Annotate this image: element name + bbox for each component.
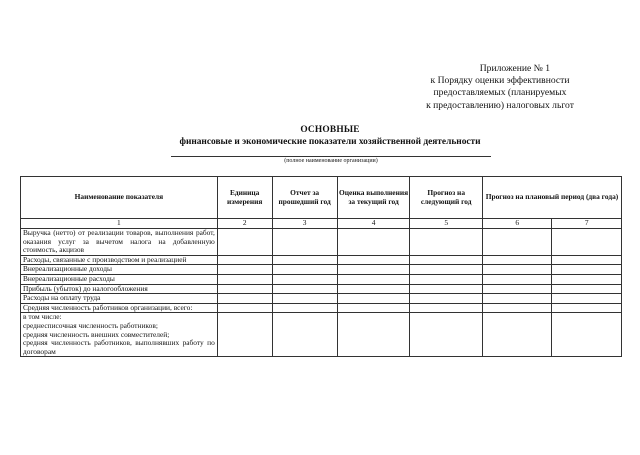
- table-cell[interactable]: [272, 313, 337, 357]
- table-cell[interactable]: [217, 255, 272, 265]
- annex-number: Приложение № 1: [479, 63, 550, 74]
- table-cell[interactable]: [483, 229, 552, 256]
- table-cell[interactable]: [272, 274, 337, 284]
- table-cell[interactable]: [552, 265, 622, 275]
- row-label: Средняя численность работников организации, всего:: [21, 303, 218, 313]
- table-cell[interactable]: [272, 294, 337, 304]
- table-cell[interactable]: [337, 284, 410, 294]
- table-cell[interactable]: [337, 313, 410, 357]
- column-number: 7: [552, 219, 622, 229]
- indicators-table: [20, 176, 622, 357]
- table-cell[interactable]: [217, 313, 272, 357]
- header-prev-year: Отчет за прошедший год: [272, 177, 337, 219]
- row-label: Прибыль (убыток) до налогообложения: [21, 284, 218, 294]
- row-label-line: средняя численность работников, выполнявших работу по договорам: [23, 338, 215, 356]
- header-unit: Единица измерения: [217, 177, 272, 219]
- table-cell[interactable]: [337, 303, 410, 313]
- table-cell[interactable]: [337, 294, 410, 304]
- table-cell[interactable]: [552, 313, 622, 357]
- column-number: 2: [217, 219, 272, 229]
- row-label: Внереализационные доходы: [21, 265, 218, 275]
- table-cell[interactable]: [410, 284, 483, 294]
- table-cell[interactable]: [337, 274, 410, 284]
- table-cell[interactable]: [272, 303, 337, 313]
- header-plan-period: Прогноз на плановый период (два года): [483, 177, 622, 219]
- table-row: [21, 229, 622, 256]
- table-cell[interactable]: [217, 294, 272, 304]
- table-cell[interactable]: [410, 229, 483, 256]
- row-label-line: среднесписочная численность работников;: [23, 320, 158, 330]
- table-cell[interactable]: [217, 303, 272, 313]
- row-label: Расходы на оплату труда: [21, 294, 218, 304]
- table-cell[interactable]: [483, 294, 552, 304]
- column-number: 1: [21, 219, 218, 229]
- header-name: Наименование показателя: [21, 177, 218, 219]
- table-cell[interactable]: [217, 274, 272, 284]
- table-cell[interactable]: [483, 284, 552, 294]
- header-next-year: Прогноз на следующий год: [410, 177, 483, 219]
- title-main: ОСНОВНЫЕ: [300, 125, 360, 135]
- annex-line: предоставляемых (планируемых: [433, 87, 567, 99]
- column-number: 5: [410, 219, 483, 229]
- title-sub: финансовые и экономические показатели хозяйственной деятельности: [179, 136, 481, 147]
- table-cell[interactable]: [217, 229, 272, 256]
- table-cell[interactable]: [552, 229, 622, 256]
- header-row: [21, 177, 622, 219]
- header-current-year: Оценка выполнения за текущий год: [337, 177, 410, 219]
- row-label: Выручка (нетто) от реализации товаров, выполнения работ, оказания услуг за вычетом налога на добавленную стоимость, акцизов: [21, 229, 218, 256]
- table-cell[interactable]: [272, 255, 337, 265]
- table-cell[interactable]: [337, 229, 410, 256]
- table-row: [21, 303, 622, 313]
- table-cell[interactable]: [410, 303, 483, 313]
- organization-caption: (полное наименование организации): [284, 158, 378, 164]
- table-cell[interactable]: [483, 265, 552, 275]
- table-cell[interactable]: [483, 274, 552, 284]
- annex-line: к предоставлению) налоговых льгот: [426, 99, 574, 111]
- table-cell[interactable]: [552, 303, 622, 313]
- table-cell[interactable]: [272, 265, 337, 275]
- table-cell[interactable]: [552, 284, 622, 294]
- row-label-line: в том числе:: [23, 312, 62, 322]
- table-cell[interactable]: [337, 255, 410, 265]
- table-row: [21, 294, 622, 304]
- row-label-breakdown: [21, 313, 218, 357]
- row-label-line: средняя численность внешних совместителей;: [23, 329, 170, 339]
- table-cell[interactable]: [483, 303, 552, 313]
- table-cell[interactable]: [483, 255, 552, 265]
- table-cell[interactable]: [217, 284, 272, 294]
- table-cell[interactable]: [410, 274, 483, 284]
- table-cell[interactable]: [552, 294, 622, 304]
- column-number-row: [21, 219, 622, 229]
- table-row: [21, 274, 622, 284]
- column-number: 3: [272, 219, 337, 229]
- table-cell[interactable]: [552, 255, 622, 265]
- document-title: [0, 125, 640, 148]
- annex-line: к Порядку оценки эффективности: [430, 75, 570, 87]
- table-cell[interactable]: [552, 274, 622, 284]
- table-cell[interactable]: [410, 313, 483, 357]
- table-cell[interactable]: [272, 229, 337, 256]
- row-label: Внереализационные расходы: [21, 274, 218, 284]
- annex-block: [380, 63, 620, 112]
- table-cell[interactable]: [410, 294, 483, 304]
- row-label: Расходы, связанные с производством и реализацией: [21, 255, 218, 265]
- table-cell[interactable]: [410, 265, 483, 275]
- organization-name-line: [171, 156, 491, 157]
- table-cell[interactable]: [337, 265, 410, 275]
- table-cell[interactable]: [483, 313, 552, 357]
- column-number: 4: [337, 219, 410, 229]
- table-cell[interactable]: [217, 265, 272, 275]
- column-number: 6: [483, 219, 552, 229]
- table-row: [21, 284, 622, 294]
- table-cell[interactable]: [410, 255, 483, 265]
- table-row: [21, 313, 622, 357]
- table-cell[interactable]: [272, 284, 337, 294]
